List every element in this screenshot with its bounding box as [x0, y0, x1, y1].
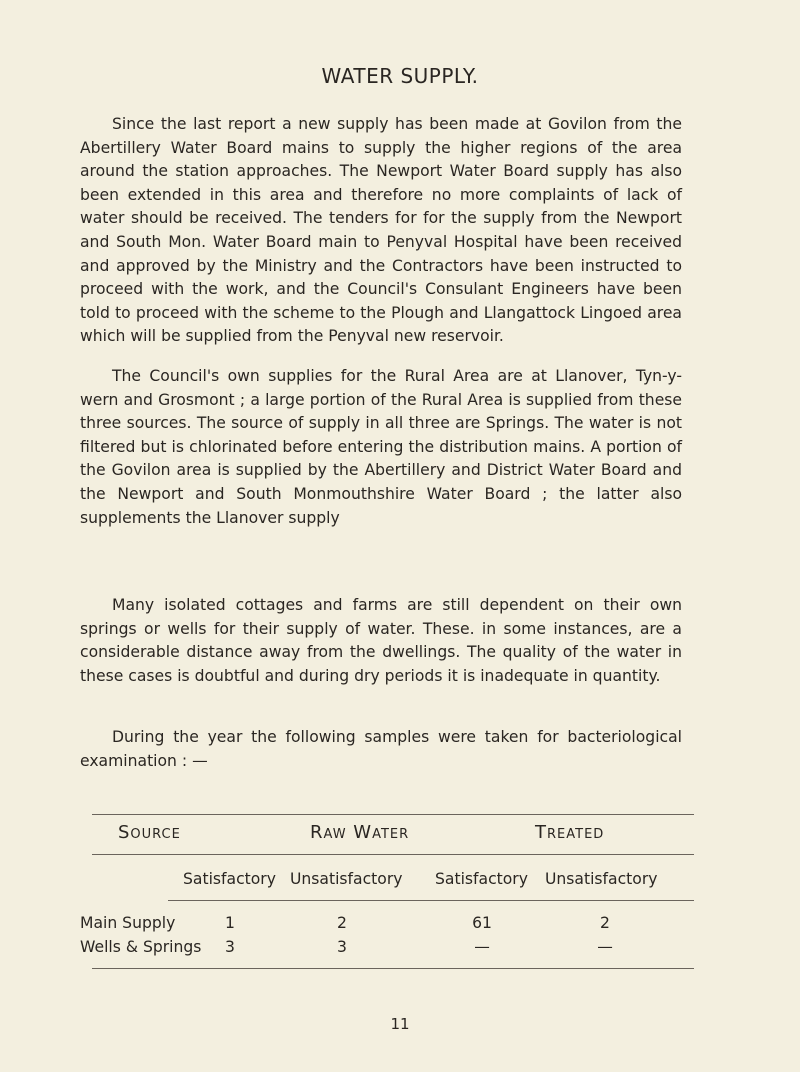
subheader-treated-unsatisfactory: Unsatisfactory	[545, 870, 658, 888]
paragraph-text: Many isolated cottages and farms are still dependent on their own springs or wells for their supply of water. These. in some instances, are a considerable distance away from the dwellings. The quality of the water in these cases is doubtful and during dry periods it is inadequate in quantity.	[80, 596, 682, 685]
row-value: 2	[600, 914, 610, 932]
paragraph	[80, 113, 682, 349]
subheader-raw-unsatisfactory: Unsatisfactory	[290, 870, 403, 888]
table-rule-subheader	[168, 900, 694, 901]
paragraph-text: Since the last report a new supply has been made at Govilon from the Abertillery Water Board mains to supply the higher regions of the area around the station approaches. The Newport Water Board supply has also been extended in this area and therefore no more complaints of lack of water should be received. The tenders for for the supply from the Newport and South Mon. Water Board main to Penyval Hospital have been received and approved by the Ministry and the Contractors have been instructed to proceed with the work, and the Council's Consulant Engineers have been told to proceed with the scheme to the Plough and Llangattock Lingoed area which will be supplied from the Penyval new reservoir.	[80, 115, 682, 346]
row-source: Wells & Springs	[80, 938, 202, 956]
row-value: —	[597, 938, 613, 956]
header-source: Source	[118, 822, 181, 843]
header-treated: Treated	[535, 822, 605, 843]
paragraph-text: The Council's own supplies for the Rural Area are at Llanover, Tyn-y-wern and Grosmont ; a large portion of the Rural Area is supplied from these three sources. The source of supply in all three are Springs. The water is not filtered but is chlorinated before entering the distribution mains. A portion of the Govilon area is supplied by the Abertillery and District Water Board and the Newport and South Monmouthshire Water Board ; the latter also supplements the Llanover supply	[80, 367, 682, 527]
subheader-raw-satisfactory: Satisfactory	[183, 870, 276, 888]
paragraph	[80, 726, 682, 773]
row-value: 3	[225, 938, 235, 956]
page-title: WATER SUPPLY.	[321, 64, 479, 88]
row-value: 1	[225, 914, 235, 932]
subheader-treated-satisfactory: Satisfactory	[435, 870, 528, 888]
paragraph-text: During the year the following samples were taken for bacteriological examination : —	[80, 728, 682, 770]
row-source: Main Supply	[80, 914, 176, 932]
row-value: 2	[337, 914, 347, 932]
paragraph	[80, 365, 682, 530]
paragraph	[80, 594, 682, 688]
header-raw-water: Raw Water	[310, 822, 410, 843]
table-rule-header	[92, 854, 694, 855]
row-value: 3	[337, 938, 347, 956]
table-rule-top	[92, 814, 694, 815]
row-value: 61	[472, 914, 492, 932]
row-value: —	[474, 938, 490, 956]
page-number: 11	[390, 1015, 410, 1033]
table-rule-bottom	[92, 968, 694, 969]
